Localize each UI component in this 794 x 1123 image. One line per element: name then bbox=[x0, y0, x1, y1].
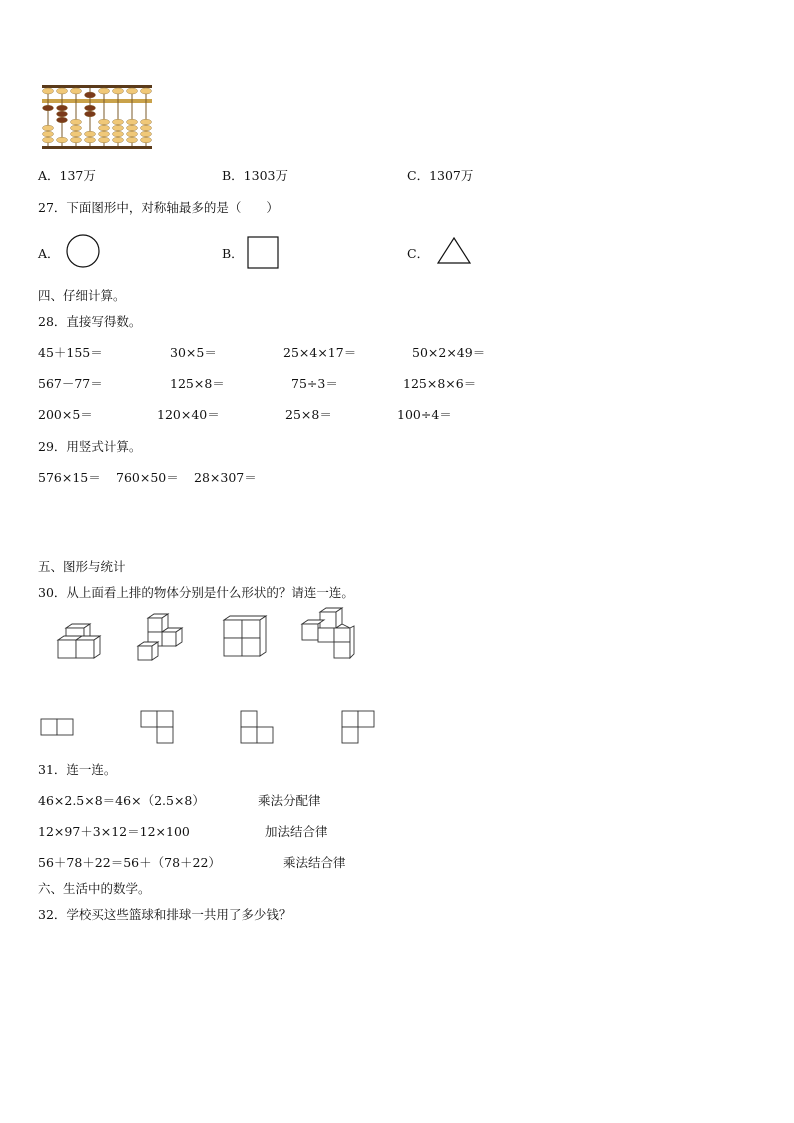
calc-item: 50×2×49＝ bbox=[412, 345, 486, 360]
calc-item: 30×5＝ bbox=[170, 345, 217, 360]
vertical-calc-item: 576×15＝ bbox=[38, 470, 101, 485]
top-view-3-image bbox=[240, 710, 276, 746]
calc-item: 120×40＝ bbox=[157, 407, 220, 422]
calc-item: 200×5＝ bbox=[38, 407, 93, 422]
calc-item: 100÷4＝ bbox=[397, 407, 452, 422]
option-b: B．1303万 bbox=[222, 168, 288, 183]
question-31: 31．连一连。 bbox=[38, 762, 117, 777]
calc-item: 25×4×17＝ bbox=[283, 345, 357, 360]
calc-item: 75÷3＝ bbox=[291, 376, 338, 391]
calc-item: 125×8＝ bbox=[170, 376, 225, 391]
square-shape-icon bbox=[247, 236, 279, 268]
calc-item: 45＋155＝ bbox=[38, 345, 103, 360]
cube-stack-1-image bbox=[56, 624, 106, 660]
vertical-calc-item: 760×50＝ bbox=[116, 470, 179, 485]
question-29: 29．用竖式计算。 bbox=[38, 439, 142, 454]
calc-item: 567－77＝ bbox=[38, 376, 103, 391]
question-28: 28．直接写得数。 bbox=[38, 314, 142, 329]
law-name: 乘法分配律 bbox=[258, 793, 321, 808]
question-32: 32．学校买这些篮球和排球一共用了多少钱？ bbox=[38, 907, 292, 922]
equation-item: 12×97＋3×12＝12×100 bbox=[38, 824, 190, 839]
abacus-image bbox=[41, 84, 153, 150]
question-30: 30．从上面看上排的物体分别是什么形状的？请连一连。 bbox=[38, 585, 354, 600]
top-view-1-image bbox=[40, 718, 76, 738]
q27-option-c-label: C． bbox=[407, 246, 430, 261]
cube-stack-4-image bbox=[300, 608, 356, 660]
section-5-title: 五、图形与统计 bbox=[38, 559, 126, 574]
option-c: C．1307万 bbox=[407, 168, 474, 183]
q27-option-b-label: B． bbox=[222, 246, 244, 261]
triangle-shape-icon bbox=[437, 236, 473, 266]
q27-option-a-label: A． bbox=[38, 246, 60, 261]
top-view-2-image bbox=[140, 710, 176, 746]
question-27: 27．下面图形中，对称轴最多的是（ ） bbox=[38, 200, 279, 215]
top-view-4-image bbox=[341, 710, 377, 746]
option-a: A．137万 bbox=[38, 168, 96, 183]
circle-shape-icon bbox=[66, 234, 100, 268]
vertical-calc-item: 28×307＝ bbox=[194, 470, 257, 485]
cube-stack-2-image bbox=[136, 614, 188, 664]
law-name: 乘法结合律 bbox=[283, 855, 346, 870]
law-name: 加法结合律 bbox=[265, 824, 328, 839]
calc-item: 125×8×6＝ bbox=[403, 376, 477, 391]
cube-stack-3-image bbox=[222, 614, 270, 660]
section-6-title: 六、生活中的数学。 bbox=[38, 881, 151, 896]
equation-item: 56＋78＋22＝56＋（78＋22） bbox=[38, 855, 221, 870]
calc-item: 25×8＝ bbox=[285, 407, 332, 422]
equation-item: 46×2.5×8＝46×（2.5×8） bbox=[38, 793, 205, 808]
section-4-title: 四、仔细计算。 bbox=[38, 288, 126, 303]
